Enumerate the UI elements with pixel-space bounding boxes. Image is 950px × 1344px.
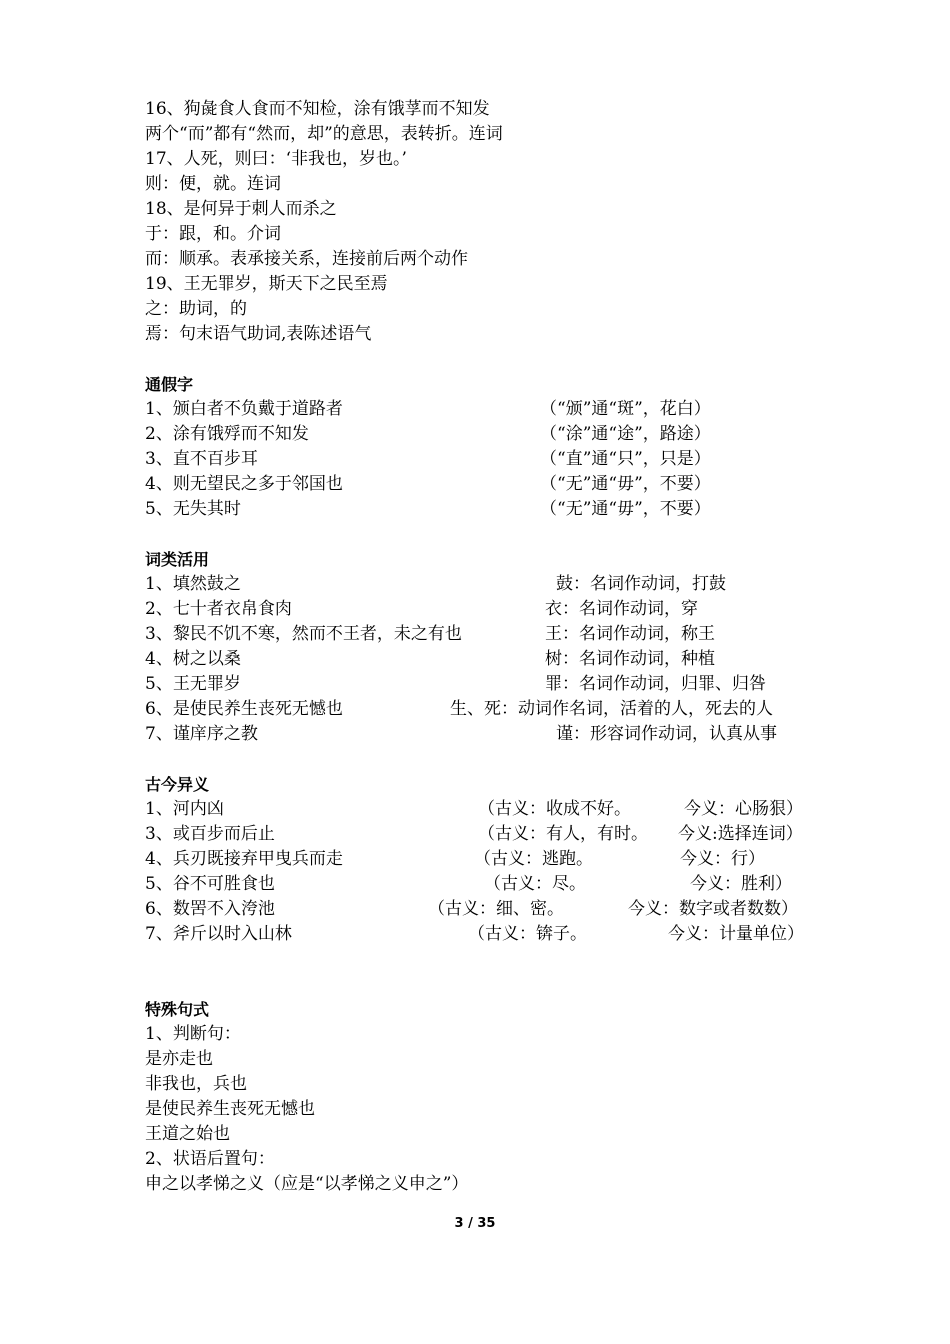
cilei-note: 罪：名词作动词，归罪、归咎: [545, 674, 766, 694]
tongjia-example: 4、则无望民之多于邻国也: [145, 474, 343, 494]
gujin-example: 6、数罟不入洿池: [145, 899, 275, 919]
gujin-old-meaning: （古义：逃跑。: [474, 849, 593, 869]
gujin-old-meaning: （古义：尽。: [484, 874, 586, 894]
gujin-new-meaning: 今义:选择连词）: [678, 824, 803, 844]
gujin-old-meaning: （古义：锛子。: [468, 924, 587, 944]
gujin-example: 4、兵刃既接弃甲曳兵而走: [145, 849, 343, 869]
section-heading-tongjia: 通假字: [145, 375, 194, 394]
gujin-old-meaning: （古义：细、密。: [428, 899, 564, 919]
tongjia-note: （“无”通“毋”，不要）: [540, 474, 711, 494]
cilei-example: 6、是使民养生丧死无憾也: [145, 699, 343, 719]
intro-line: 18、是何异于刺人而杀之: [145, 199, 337, 219]
intro-line: 于：跟，和。介词: [145, 224, 281, 244]
teshu-line: 王道之始也: [145, 1124, 230, 1144]
section-heading-cilei: 词类活用: [145, 550, 210, 569]
intro-line: 17、人死，则曰：‘非我也，岁也。’: [145, 149, 407, 169]
tongjia-note: （“直”通“只”，只是）: [540, 449, 711, 469]
teshu-line: 是亦走也: [145, 1049, 213, 1069]
intro-line: 19、王无罪岁，斯天下之民至焉: [145, 274, 388, 294]
gujin-new-meaning: 今义：数字或者数数）: [628, 899, 798, 919]
intro-line: 则：便，就。连词: [145, 174, 281, 194]
teshu-line: 2、状语后置句：: [145, 1149, 275, 1169]
tongjia-example: 2、涂有饿殍而不知发: [145, 424, 309, 444]
gujin-new-meaning: 今义：心肠狠）: [684, 799, 803, 819]
teshu-line: 1、判断句：: [145, 1024, 241, 1044]
teshu-line: 申之以孝悌之义（应是“以孝悌之义申之”）: [145, 1174, 469, 1194]
tongjia-example: 3、直不百步耳: [145, 449, 258, 469]
gujin-old-meaning: （古义：收成不好。: [478, 799, 631, 819]
intro-line: 焉：句末语气助词,表陈述语气: [145, 324, 372, 344]
cilei-note: 谨：形容词作动词，认真从事: [556, 724, 777, 744]
gujin-example: 5、谷不可胜食也: [145, 874, 275, 894]
intro-line: 两个“而”都有“然而，却”的意思，表转折。连词: [145, 124, 503, 144]
gujin-example: 1、河内凶: [145, 799, 224, 819]
cilei-note: 鼓：名词作动词，打鼓: [556, 574, 726, 594]
cilei-example: 2、七十者衣帛食肉: [145, 599, 292, 619]
gujin-new-meaning: 今义：计量单位）: [668, 924, 804, 944]
gujin-new-meaning: 今义：行）: [680, 849, 765, 869]
tongjia-note: （“颁”通“斑”，花白）: [540, 399, 711, 419]
intro-line: 16、狗彘食人食而不知检，涂有饿莩而不知发: [145, 99, 490, 119]
teshu-line: 是使民养生丧死无憾也: [145, 1099, 315, 1119]
gujin-old-meaning: （古义：有人，有时。: [478, 824, 648, 844]
tongjia-note: （“涂”通“途”，路途）: [540, 424, 711, 444]
section-heading-teshu: 特殊句式: [145, 1000, 210, 1019]
intro-line: 而：顺承。表承接关系，连接前后两个动作: [145, 249, 468, 269]
cilei-note: 生、死：动词作名词，活着的人，死去的人: [450, 699, 773, 719]
tongjia-example: 5、无失其时: [145, 499, 241, 519]
cilei-example: 5、王无罪岁: [145, 674, 241, 694]
page-number: 3 / 35: [454, 1216, 496, 1231]
cilei-example: 7、谨庠序之教: [145, 724, 258, 744]
cilei-example: 1、填然鼓之: [145, 574, 241, 594]
cilei-example: 3、黎民不饥不寒，然而不王者，未之有也: [145, 624, 462, 644]
teshu-line: 非我也，兵也: [145, 1074, 247, 1094]
gujin-new-meaning: 今义：胜利）: [690, 874, 792, 894]
intro-line: 之：助词，的: [145, 299, 247, 319]
tongjia-note: （“无”通“毋”，不要）: [540, 499, 711, 519]
gujin-example: 7、斧斤以时入山林: [145, 924, 292, 944]
cilei-example: 4、树之以桑: [145, 649, 241, 669]
cilei-note: 衣：名词作动词，穿: [545, 599, 698, 619]
tongjia-example: 1、颁白者不负戴于道路者: [145, 399, 343, 419]
section-heading-gujin: 古今异义: [145, 775, 210, 794]
gujin-example: 3、或百步而后止: [145, 824, 275, 844]
cilei-note: 树：名词作动词，种植: [545, 649, 715, 669]
cilei-note: 王：名词作动词，称王: [545, 624, 715, 644]
